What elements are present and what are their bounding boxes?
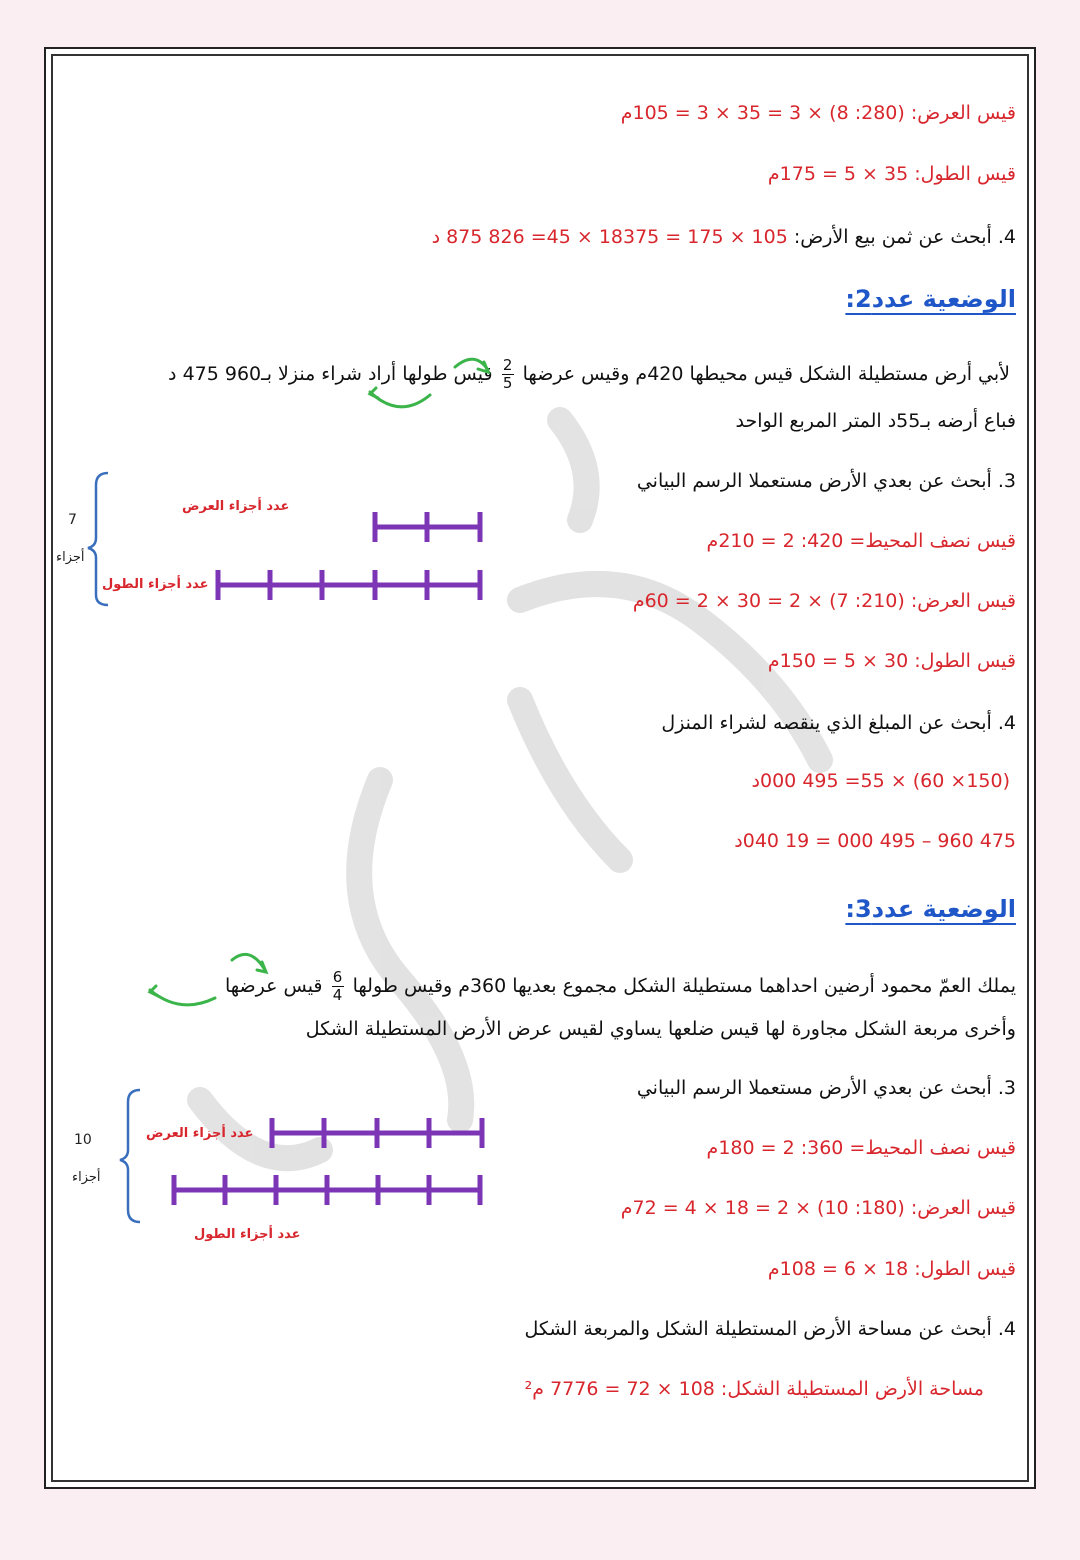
situation2-text-part2: قيس طولها أراد شراء منزلا بـ960 475 د [168,363,493,385]
q4-answer-1: 105 × 175 = 18375 × 45= 826 875 د [431,226,788,248]
frac-num: 6 [332,968,343,986]
situation2-ans2: 475 960 – 495 000 = 19 040د [734,830,1016,852]
situation3-text-part1: يملك العمّ محمود أرضين احداهما مستطيلة الشكل مجموع بعديها 360م وقيس طولها [352,975,1016,997]
q4-label-1: 4. أبحث عن ثمن بيع الأرض: [793,226,1016,248]
situation3-half-perimeter: قيس نصف المحيط= 360: 2 = 180م [706,1137,1016,1159]
total-parts-3: 10 [74,1132,92,1148]
situation3-q4: 4. أبحث عن مساحة الأرض المستطيلة الشكل والمربعة الشكل [524,1318,1016,1340]
situation2-text-part1: لأبي أرض مستطيلة الشكل قيس محيطها 420م وقيس عرضها [522,363,1010,385]
situation2-text-line2: فباع أرضه بـ55د المتر المربع الواحد [735,410,1016,432]
length-calc-1: قيس الطول: 35 × 5 = 175م [767,163,1016,185]
fraction-2-5 [502,358,514,391]
parts-word-2: أجزاء [56,550,85,565]
situation3-heading: الوضعية عدد3: [845,895,1016,923]
situation2-length-calc: قيس الطول: 30 × 5 = 150م [767,650,1016,672]
situation2-text-line1 [168,358,1010,391]
situation3-text-line1 [225,970,1016,1003]
length-parts-label-2: عدد أجزاء الطول [102,577,209,592]
situation3-length-calc: قيس الطول: 18 × 6 = 108م [767,1258,1016,1280]
width-parts-label-3: عدد أجزاء العرض [146,1126,254,1141]
frac-den: 5 [502,374,513,392]
situation2-q4: 4. أبحث عن المبلغ الذي ينقصه لشراء المنزل [661,712,1016,734]
fraction-6-4 [332,970,344,1003]
situation2-ans1: (150× 60) × 55= 495 000د [751,770,1010,792]
situation3-area-calc: مساحة الأرض المستطيلة الشكل: 108 × 72 = 7776 م² [524,1378,984,1400]
parts-word-3: أجزاء [72,1170,101,1185]
situation3-q3: 3. أبحث عن بعدي الأرض مستعملا الرسم البياني [636,1077,1016,1099]
situation2-heading: الوضعية عدد2: [845,285,1016,313]
total-parts-2: 7 [68,512,77,528]
length-parts-label-3: عدد أجزاء الطول [194,1227,301,1242]
width-calc-1: قيس العرض: (280: 8) × 3 = 35 × 3 = 105م [620,102,1016,124]
situation3-text-part2: قيس عرضها [224,975,323,997]
width-parts-label-2: عدد أجزاء العرض [182,499,290,514]
situation3-width-calc: قيس العرض: (180: 10) × 2 = 18 × 4 = 72م [620,1197,1016,1219]
situation2-half-perimeter: قيس نصف المحيط= 420: 2 = 210م [706,530,1016,552]
situation3-text-line2: وأخرى مربعة الشكل مجاورة لها قيس ضلعها يساوي لقيس عرض الأرض المستطيلة الشكل [305,1018,1016,1040]
frac-num: 2 [502,356,513,374]
frac-den: 4 [332,986,343,1004]
situation2-q3: 3. أبحث عن بعدي الأرض مستعملا الرسم البياني [636,470,1016,492]
q4-line-1 [432,226,1016,248]
situation2-width-calc: قيس العرض: (210: 7) × 2 = 30 × 2 = 60م [632,590,1016,612]
